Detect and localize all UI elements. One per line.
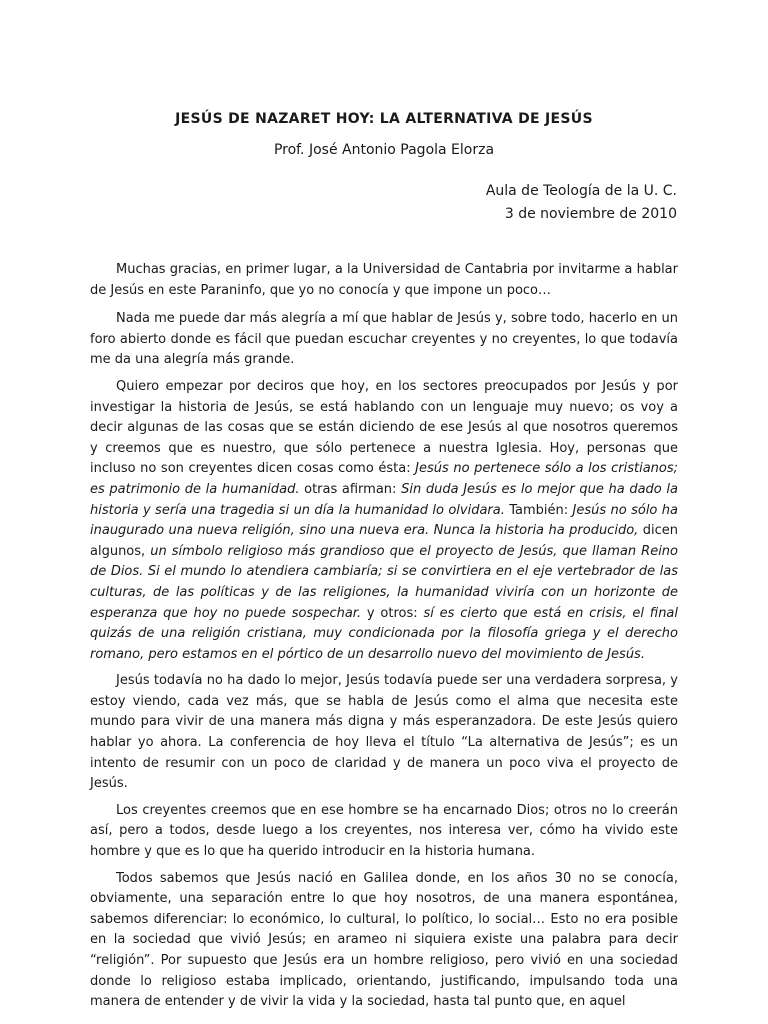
text-run: Quiero empezar por deciros que hoy, en los sectores preocupados por Jesús y por investigar la historia de Jesús, se está hablando con un lenguaje muy nuevo; os voy a decir algunas de las cosas que se están diciendo de ese Jesús al que nosotros queremos y creemos que es nuestro, que sólo pertenece a nuestra Iglesia. Hoy, personas que incluso no son creyentes dicen cosas como ésta: [90,378,678,477]
quote-run: Jesús no sólo ha inaugurado una nueva religión, sino una nueva era. Nunca la historia ha producido, [90,502,678,539]
text-run: dicen algunos, [90,523,678,559]
text-run: otras afirman: [299,481,402,497]
text-run: y otros: [361,605,424,621]
quote-run: un símbolo religioso más grandioso que el proyecto de Jesús, que llaman Reino de Dios. Si el mundo lo atendiera cambiaría; si se convirtiera en el eje vertebrador de las culturas, de las políticas y de las religiones, la humanidad viviría con un horizonte de esperanza que hoy no puede sospechar. [90,543,678,621]
quote-run: Jesús no pertenece sólo a los cristianos; es patrimonio de la humanidad. [90,461,678,497]
quote-run: Sin duda Jesús es lo mejor que ha dado la historia y sería una tragedia si un día la humanidad lo olvidara. [90,481,678,518]
paragraph-1: Muchas gracias, en primer lugar, a la Universidad de Cantabria por invitarme a hablar de Jesús en este Paraninfo, que yo no conocía y que impone un poco… [90,262,678,298]
venue-name: Aula de Teología de la U. C. [485,183,677,199]
quote-run: sí es cierto que está en crisis, el final quizás de una religión cristiana, muy condicionada por la filosofía griega y el derecho romano, pero estamos en el pórtico de un desarrollo nuevo del movimiento de Jesús. [90,605,679,662]
document-body [90,260,678,1019]
text-run: También: [504,502,573,518]
venue-block [486,180,677,226]
paragraph-3 [90,377,678,665]
document-title: JESÚS DE NAZARET HOY: LA ALTERNATIVA DE JESÚS [175,111,593,127]
lecture-date: 3 de noviembre de 2010 [504,206,677,222]
paragraph-4: Jesús todavía no ha dado lo mejor, Jesús todavía puede ser una verdadera sorpresa, y estoy viendo, cada vez más, que se habla de Jesús como el alma que necesita este mundo para vivir de una manera más digna y más esperanzadora. De este Jesús quiero hablar yo ahora. La conferencia de hoy lleva el título “La alternativa de Jesús”; es un intento de resumir con un poco de claridad y de manera un poco viva el proyecto de Jesús. [90,673,678,792]
author-name: Prof. José Antonio Pagola Elorza [273,142,495,158]
paragraph-2: Nada me puede dar más alegría a mí que hablar de Jesús y, sobre todo, hacerlo en un foro abierto donde es fácil que puedan escuchar creyentes y no creyentes, lo que todavía me da una alegría más grande. [90,311,678,368]
paragraph-5: Los creyentes creemos que en ese hombre se ha encarnado Dios; otros no lo creerán así, pero a todos, desde luego a los creyentes, nos interesa ver, cómo ha vivido este hombre y que es lo que ha querido introducir en la historia humana. [90,802,678,860]
paragraph-6: Todos sabemos que Jesús nació en Galilea donde, en los años 30 no se conocía, obviamente, una separación entre lo que hoy nosotros, de una manera espontánea, sabemos diferenciar: lo económico, lo cultural, lo político, lo social… Esto no era posible en la sociedad que vivió Jesús; en arameo ni siquiera existe una palabra para decir “religión”. Por supuesto que Jesús era un hombre religioso, pero vivió en una sociedad donde lo religioso estaba implicado, orientando, justificando, impulsando toda una manera de entender y de vivir la vida y la sociedad, hasta tal punto que, en aquel [90,870,678,1010]
